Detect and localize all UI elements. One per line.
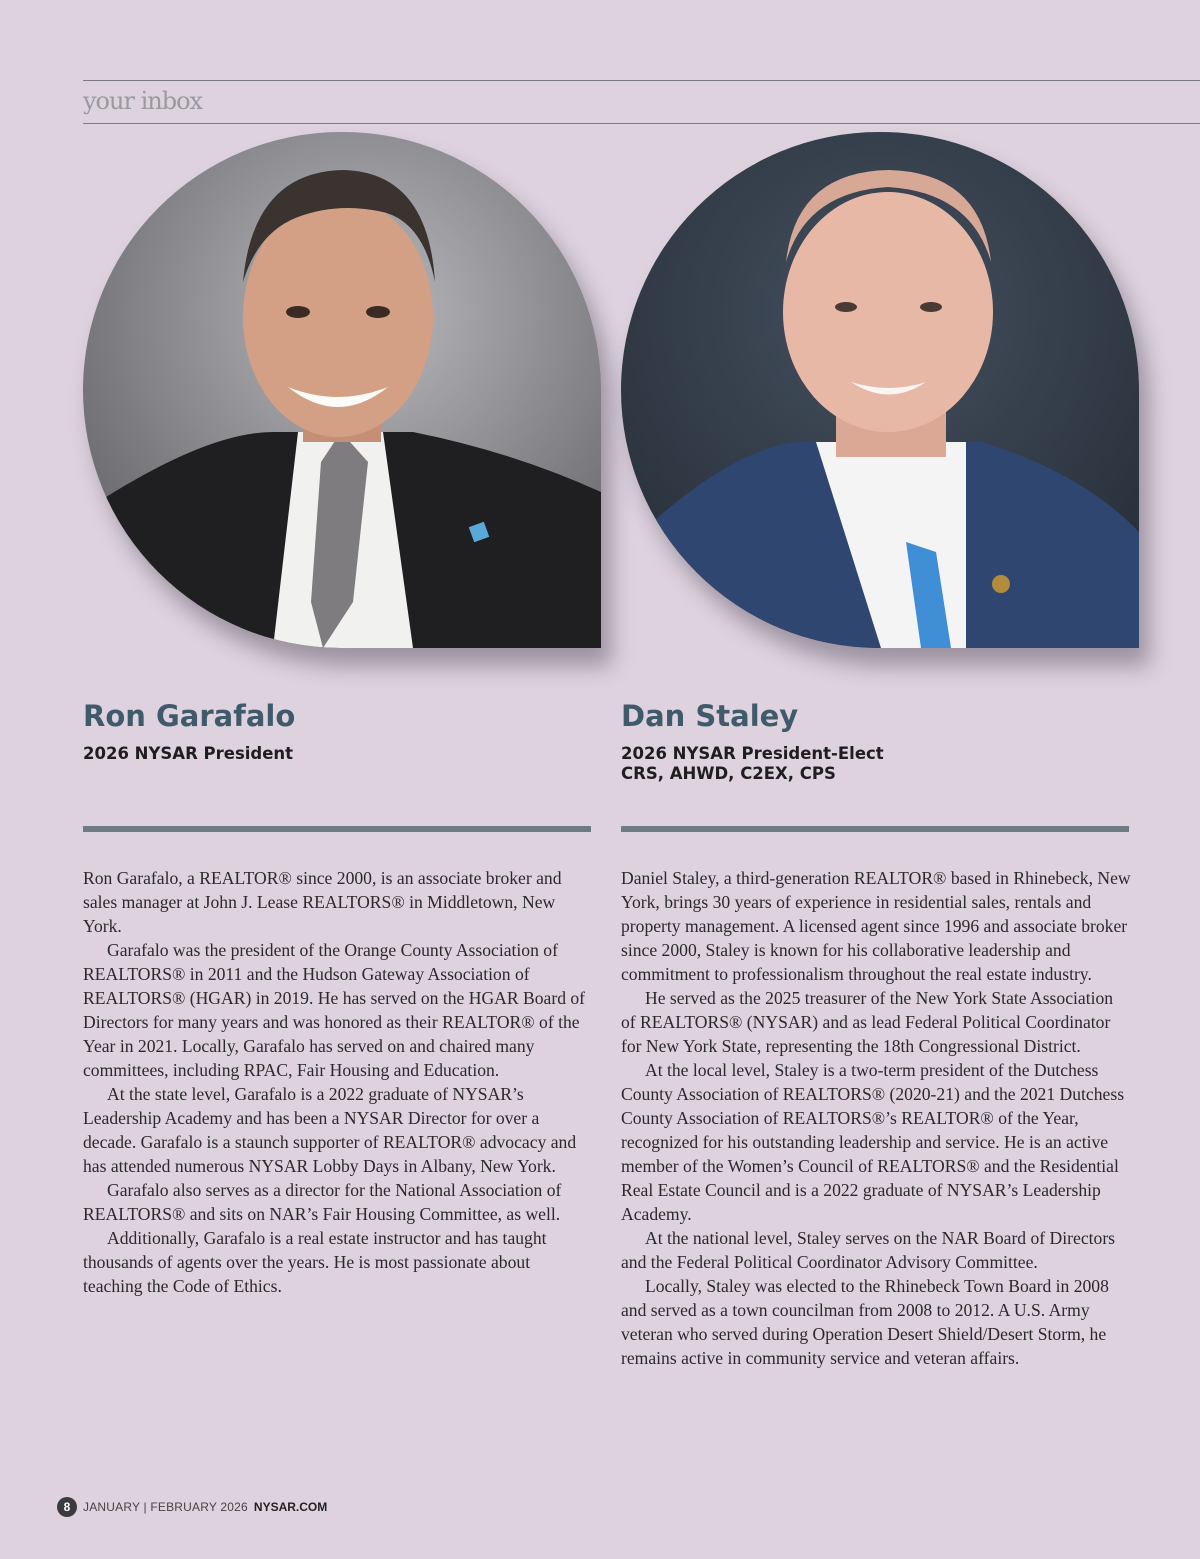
role-title: 2026 NYSAR President [83,744,294,763]
section-label: your inbox [83,87,203,115]
bio-paragraph: Garafalo was the president of the Orange County Association of REALTORS® in 2011 and the Hudson Gateway Association of REALTORS® (HGAR) in 2019. He has served on the HGAR Board of Directors for many years and was honored as their REALTOR® of the Year in 2021. Locally, Garafalo has served on and chaired many committees, including RPAC, Fair Housing and Education. [83,940,586,1080]
bio-paragraph: At the local level, Staley is a two-term president of the Dutchess County Association of REALTORS® (2020-21) and the 2021 Dutchess County Association of REALTORS®’s REALTOR® of the Year, recognized for his outstanding leadership and service. He is an active member of the Women’s Council of REALTORS® and the Residential Real Estate Council and is a 2022 graduate of NYSAR’s Leadership Academy. [621,1060,1125,1224]
bio-paragraph: Locally, Staley was elected to the Rhinebeck Town Board in 2008 and served as a town councilman from 2008 to 2012. A U.S. Army veteran who served during Operation Desert Shield/Desert Storm, he remains active in community service and veteran affairs. [621,1276,1109,1368]
page-footer [57,1497,327,1517]
bio-paragraph: At the national level, Staley serves on the NAR Board of Directors and the Federal Political Coordinator Advisory Committee. [621,1228,1116,1272]
portrait-photo [621,132,1139,648]
profile-bio [83,866,593,1298]
bio-paragraph: At the state level, Garafalo is a 2022 graduate of NYSAR’s Leadership Academy and has been a NYSAR Director for over a decade. Garafalo is a staunch supporter of REALTOR® advocacy and has attended numerous NYSAR Lobby Days in Albany, New York. [83,1084,577,1176]
bio-paragraph: Additionally, Garafalo is a real estate instructor and has taught thousands of agents over the years. He is most passionate about teaching the Code of Ethics. [83,1228,547,1296]
bio-paragraph: He served as the 2025 treasurer of the New York State Association of REALTORS® (NYSAR) and as lead Federal Political Coordinator for New York State, representing the 18th Congressional District. [621,988,1114,1056]
page-number: 8 [57,1497,77,1517]
profile-bio [621,866,1131,1370]
bio-paragraph: Ron Garafalo, a REALTOR® since 2000, is an associate broker and sales manager at John J. Lease REALTORS® in Middletown, New York. [83,868,562,936]
column-divider [621,826,1129,832]
role-title: 2026 NYSAR President-Elect [621,744,884,763]
profile-name: Dan Staley [621,699,799,733]
bio-paragraph: Garafalo also serves as a director for the National Association of REALTORS® and sits on NAR’s Fair Housing Committee, as well. [83,1180,562,1224]
portrait-ron-garafalo-image [83,132,601,648]
portrait-photo [83,132,601,648]
profile-ron-garafalo [83,132,603,1296]
bio-paragraph: Daniel Staley, a third-generation REALTOR® based in Rhinebeck, New York, brings 30 years of experience in residential sales, rentals and property management. A licensed agent since 1996 and associate broker since 2000, Staley is known for his collaborative leadership and commitment to professionalism throughout the real estate industry. [621,868,1131,984]
profile-role [621,744,884,784]
column-divider [83,826,591,832]
portrait-dan-staley-image [621,132,1139,648]
issue-date: JANUARY | FEBRUARY 2026 [83,1500,248,1514]
role-credentials: CRS, AHWD, C2EX, CPS [621,764,836,783]
profile-name: Ron Garafalo [83,699,296,733]
site-link[interactable]: NYSAR.COM [253,1500,328,1514]
section-rule [83,123,1200,124]
top-rule [83,80,1200,81]
profile-dan-staley [621,132,1141,1368]
profile-role [83,744,293,764]
